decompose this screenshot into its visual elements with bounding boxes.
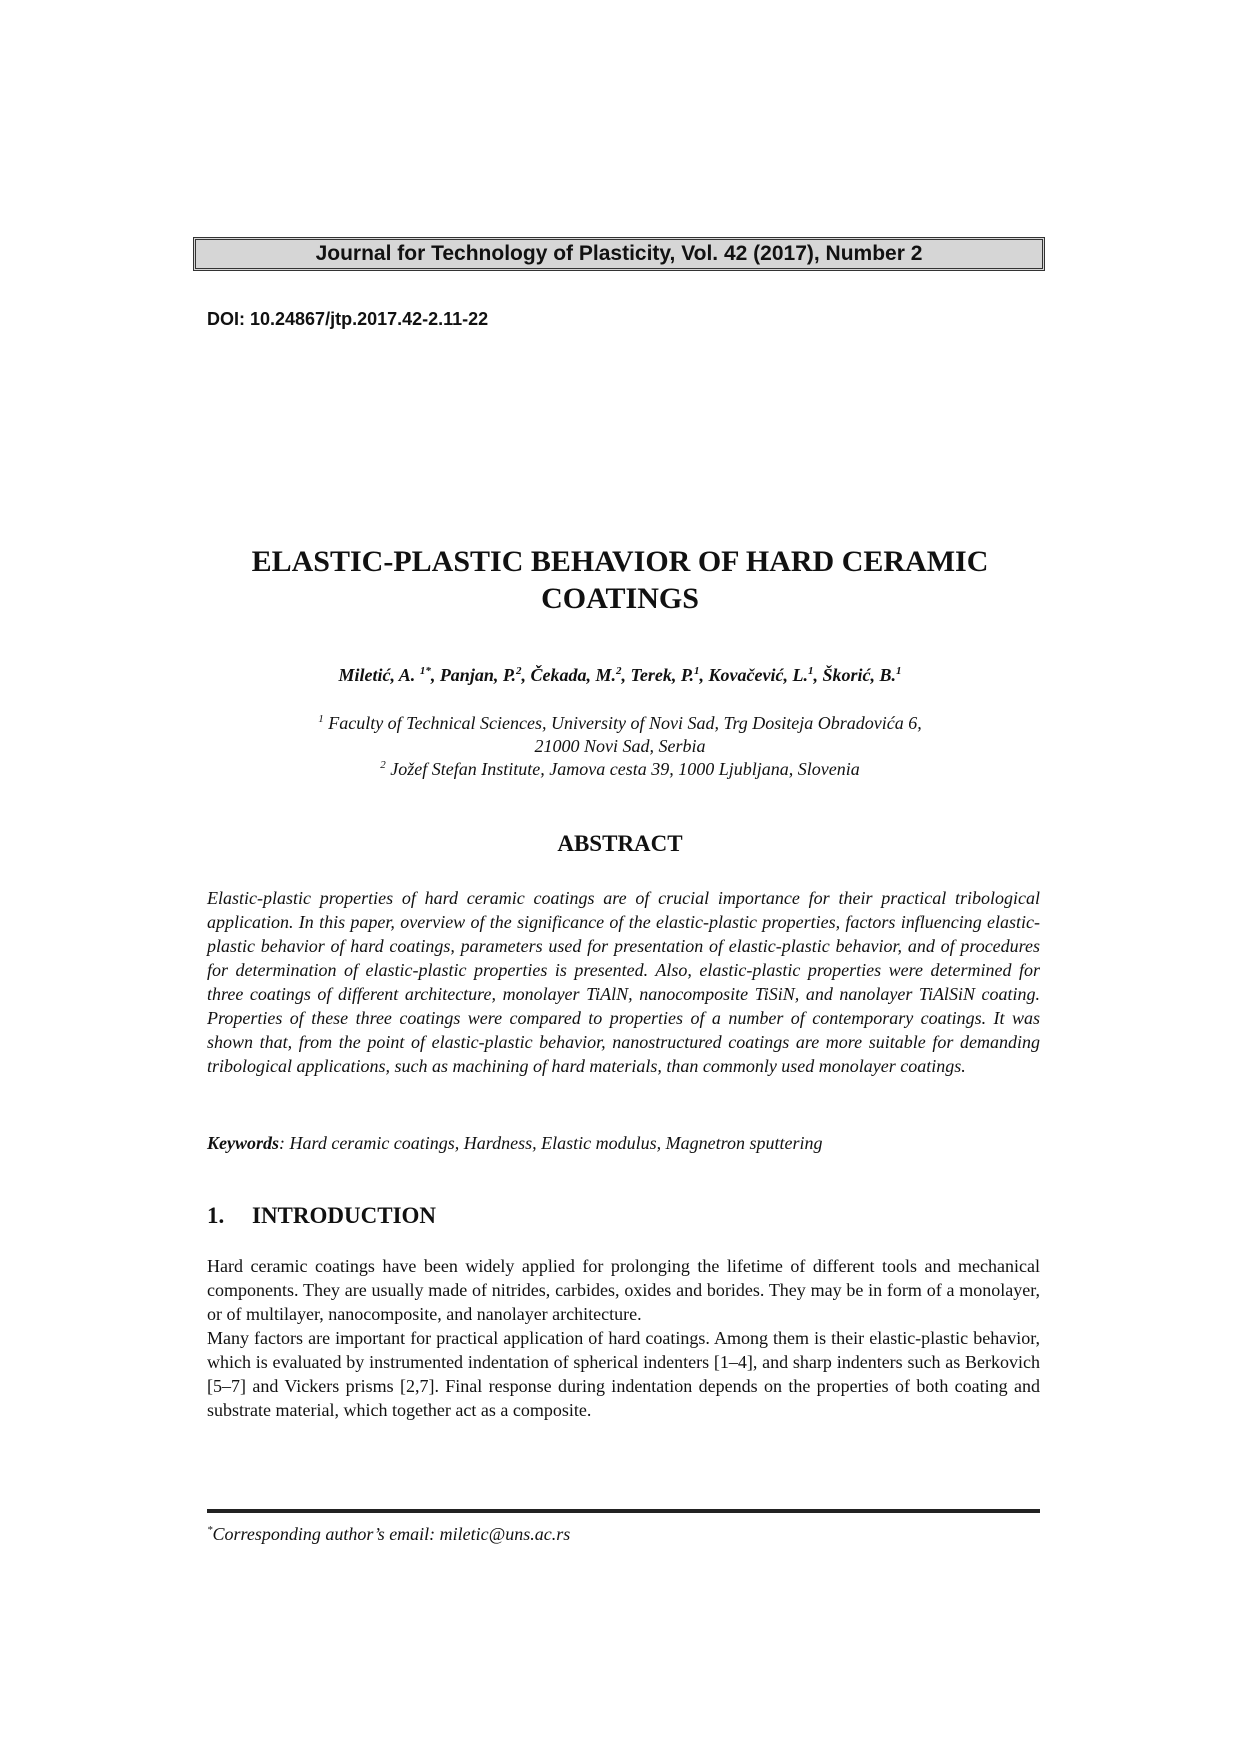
author-affiliation-mark: 1 — [896, 665, 902, 677]
section-title: INTRODUCTION — [252, 1203, 437, 1228]
author-name: Škorić, B. — [822, 665, 896, 685]
author-name: Čekada, M. — [530, 665, 617, 685]
keywords-line — [207, 1131, 1040, 1155]
affiliations — [200, 712, 1040, 781]
introduction-paragraph-1: Hard ceramic coatings have been widely applied for prolonging the lifetime of different tools and mechanical components. They are usually made of nitrides, carbides, oxides and borides. They may be in form of a monolayer, or of multilayer, nanocomposite, and nanolayer architecture. — [207, 1256, 1040, 1324]
paper-title — [200, 543, 1040, 617]
footnote-divider — [207, 1509, 1040, 1513]
affiliation-mark: 1 — [318, 713, 324, 725]
author-affiliation-mark: 1 — [807, 665, 814, 677]
author-affiliation-mark: 1* — [419, 665, 431, 677]
affiliation-2 — [200, 758, 1040, 781]
author-name: Kovačević, L. — [708, 665, 808, 685]
section-heading-introduction — [207, 1203, 436, 1229]
corresponding-author-footnote — [207, 1524, 570, 1545]
keywords-label: Keywords — [207, 1133, 279, 1153]
introduction-body — [207, 1254, 1040, 1422]
footnote-text: Corresponding author’s email: miletic@uns.ac.rs — [212, 1524, 571, 1544]
author-affiliation-mark: 2 — [616, 665, 622, 677]
introduction-paragraph-2: Many factors are important for practical application of hard coatings. Among them is their elastic-plastic behavior, which is evaluated by instrumented indentation of spherical indenters [1–4], and sharp indenters such as Berkovich [5–7] and Vickers prisms [2,7]. Final response during indentation depends on the properties of both coating and substrate material, which together act as a composite. — [207, 1328, 1040, 1420]
author-name: Panjan, P. — [439, 665, 517, 685]
author-name: Miletić, A. — [338, 665, 420, 685]
author-affiliation-mark: 1 — [694, 665, 700, 677]
footnote-mark: * — [207, 1524, 213, 1536]
author-affiliation-mark: 2 — [516, 665, 522, 677]
affiliation-1-line-2: 21000 Novi Sad, Serbia — [534, 736, 706, 756]
section-number: 1. — [207, 1203, 225, 1228]
affiliation-1 — [200, 712, 1040, 735]
paper-title-line-2: COATINGS — [541, 582, 699, 615]
paper-title-line-1: ELASTIC-PLASTIC BEHAVIOR OF HARD CERAMIC — [251, 545, 989, 578]
affiliation-text: Faculty of Technical Sciences, University of Novi Sad, Trg Dositeja Obradovića 6, — [323, 713, 922, 733]
journal-title: Journal for Technology of Plasticity, Vol. 42 (2017), Number 2 — [315, 242, 923, 265]
author-name: Terek, P. — [630, 665, 695, 685]
author-list: Miletić, A. $^{1*}$, Panjan, P.$^2$, Čekada, M.$^2$, Terek, P.$^1$, Kovačević, L.$^1$, Škorić, B.$^1$ — [338, 665, 902, 685]
journal-header-box — [193, 237, 1045, 271]
keywords-text: : Hard ceramic coatings, Hardness, Elastic modulus, Magnetron sputtering — [279, 1133, 823, 1153]
abstract-heading: ABSTRACT — [557, 831, 683, 856]
affiliation-text: Jožef Stefan Institute, Jamova cesta 39, 1000 Ljubljana, Slovenia — [385, 759, 860, 779]
doi-line: DOI: 10.24867/jtp.2017.42-2.11-22 — [207, 309, 489, 329]
affiliation-mark: 2 — [380, 759, 386, 771]
abstract-body: Elastic-plastic properties of hard ceramic coatings are of crucial importance for their practical tribological application. In this paper, overview of the significance of the elastic-plastic properties, factors influencing elastic-plastic behavior of hard coatings, parameters used for presentation of elastic-plastic behavior, and of procedures for determination of elastic-plastic properties is presented. Also, elastic-plastic properties were determined for three coatings of different architecture, monolayer TiAlN, nanocomposite TiSiN, and nanolayer TiAlSiN coating. Properties of these three coatings were compared to properties of a number of contemporary coatings. It was shown that, from the point of elastic-plastic behavior, nanostructured coatings are more suitable for demanding tribological applications, such as machining of hard materials, than commonly used monolayer coatings. — [207, 888, 1040, 1076]
